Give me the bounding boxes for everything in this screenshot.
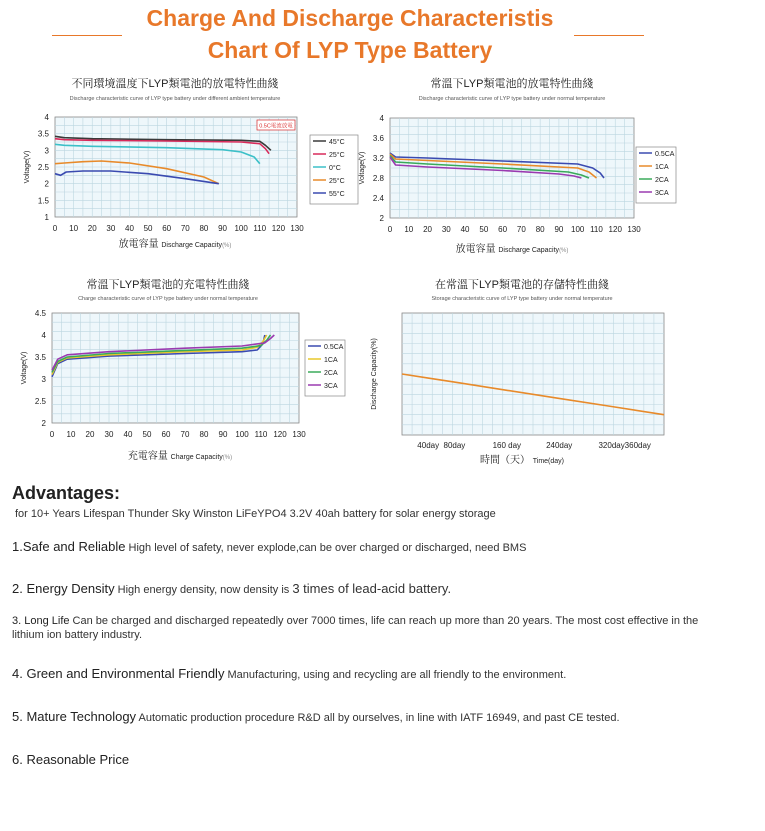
advantage-item — [12, 753, 712, 768]
x-tick-label: 360day — [624, 441, 651, 450]
x-tick-label: 90 — [218, 224, 227, 233]
x-tick-label: 40 — [460, 225, 470, 234]
x-tick-label: 50 — [142, 430, 152, 439]
title-rule-right — [574, 35, 644, 36]
legend-label: 55°C — [329, 191, 345, 198]
x-tick-label: 130 — [290, 224, 304, 233]
y-tick-label: 2.5 — [34, 397, 46, 406]
y-axis-label: Voltage(V) — [24, 150, 31, 184]
advantages-subtitle: for 10+ Years Lifespan Thunder Sky Winston LiFeYPO4 3.2V 40ah battery for solar energy storage — [15, 508, 496, 520]
x-tick-label: 20 — [423, 225, 432, 234]
y-tick-label: 3.5 — [37, 129, 49, 139]
advantage-item — [12, 710, 712, 725]
x-tick-label: 80day — [443, 441, 466, 450]
chart-subtitle: Discharge characteristic curve of LYP type battery under different ambient temperature — [69, 96, 281, 102]
advantage-key: 1.Safe and Reliable — [12, 539, 126, 554]
annotation-label: 0.5C電流放電 — [259, 123, 293, 130]
x-tick-label: 70 — [180, 430, 190, 439]
legend-label: 25°C — [329, 152, 345, 159]
x-tick-label: 110 — [253, 224, 267, 233]
x-tick-label: 110 — [254, 430, 268, 439]
x-tick-label: 30 — [106, 224, 116, 233]
y-tick-label: 2 — [379, 214, 384, 223]
legend-label: 1CA — [324, 357, 338, 364]
x-axis-label-cn: 時間（天） — [479, 455, 533, 466]
advantage-text: High level of safety, never explode,can be over charged or discharged, need BMS — [125, 542, 527, 554]
chart-title: 常溫下LYP類電池的充電特性曲綫 — [86, 279, 250, 291]
x-axis-label-cn: 充電容量 — [127, 451, 171, 462]
x-tick-label: 130 — [292, 430, 306, 439]
y-axis-label: Voltage(V) — [21, 351, 28, 385]
charts-svg — [0, 70, 700, 475]
y-tick-label: 3 — [41, 375, 46, 384]
y-tick-label: 4.5 — [34, 309, 46, 318]
x-tick-label: 130 — [627, 225, 641, 234]
legend-label: 0.5CA — [324, 344, 344, 351]
x-tick-label: 70 — [516, 225, 526, 234]
x-axis-label — [456, 242, 569, 255]
advantage-key: 3. Long Life — [12, 615, 70, 627]
advantage-text: High energy density, now density is — [114, 584, 293, 596]
advantage-text: Can be charged and discharged repeatedly over 7000 times, life can reach up more than 20 years. The most cost effective in the lithium ion battery industry. — [12, 615, 699, 641]
x-tick-label: 90 — [218, 430, 228, 439]
x-tick-label: 30 — [441, 225, 451, 234]
legend-label: 25°C — [329, 178, 345, 185]
x-tick-label: 60 — [162, 224, 172, 233]
title-rule-left — [52, 35, 122, 36]
advantage-text: Manufacturing, using and recycling are all friendly to the environment. — [224, 669, 567, 681]
x-tick-label: 20 — [87, 224, 97, 233]
advantage-item — [12, 540, 712, 555]
x-tick-label: 80 — [199, 224, 209, 233]
y-axis-label: Discharge Capacity(%) — [371, 338, 378, 410]
x-tick-label: 0 — [49, 430, 55, 439]
chart-subtitle: Discharge characteristic curve of LYP type battery under normal temperature — [418, 96, 606, 102]
x-tick-label: 0 — [52, 224, 58, 233]
x-axis-label — [480, 453, 564, 466]
advantages-heading: Advantages: — [12, 483, 121, 503]
y-tick-label: 4 — [379, 114, 384, 123]
x-tick-label: 100 — [571, 225, 585, 234]
x-axis-unit: (%) — [222, 455, 233, 461]
x-tick-label: 40day — [417, 441, 440, 450]
x-tick-label: 60 — [498, 225, 508, 234]
y-axis-label: Voltage(V) — [359, 151, 366, 185]
page-title-line1: Charge And Discharge Characteristis — [146, 5, 554, 31]
x-axis-unit: (%) — [559, 248, 569, 254]
x-tick-label: 110 — [590, 225, 603, 234]
x-tick-label: 0 — [387, 225, 393, 234]
x-tick-label: 120 — [608, 225, 622, 234]
y-tick-label: 4 — [44, 113, 49, 122]
chart-subtitle: Storage characteristic curve of LYP type battery under normal temperature — [431, 296, 613, 302]
x-tick-label: 320day — [598, 441, 625, 450]
x-axis-label-en: Charge Capacity — [170, 454, 223, 461]
x-tick-label: 120 — [271, 224, 286, 233]
legend-label: 2CA — [324, 370, 338, 377]
advantage-key: 5. Mature Technology — [12, 709, 137, 724]
x-axis-label-cn: 放電容量 — [118, 239, 162, 250]
x-axis-label-en: Discharge Capacity — [161, 242, 223, 249]
advantage-key: 6. Reasonable Price — [12, 752, 130, 767]
y-tick-label: 2.4 — [372, 194, 384, 203]
advantage-key: 4. Green and Environmental Friendly — [12, 666, 225, 681]
advantage-item — [12, 614, 712, 642]
advantage-emphasis: 3 times of lead-acid battery. — [292, 581, 452, 596]
legend-label: 3CA — [324, 383, 338, 390]
x-tick-label: 80 — [535, 225, 545, 234]
x-tick-label: 240day — [546, 441, 573, 450]
legend-label: 0.5CA — [655, 151, 675, 158]
legend-label: 45°C — [329, 139, 345, 146]
y-tick-label: 1 — [44, 213, 49, 222]
x-tick-label: 60 — [161, 430, 171, 439]
legend-label: 3CA — [655, 190, 669, 197]
advantage-key: 2. Energy Density — [12, 581, 115, 596]
advantage-item — [12, 667, 712, 682]
y-tick-label: 2 — [44, 179, 49, 189]
x-tick-label: 50 — [479, 225, 489, 234]
y-tick-label: 3.5 — [34, 353, 46, 362]
y-tick-label: 2 — [41, 419, 46, 428]
x-axis-label-en: Time(day) — [532, 458, 565, 465]
y-tick-label: 1.5 — [37, 196, 49, 206]
x-tick-label: 100 — [235, 430, 249, 439]
advantage-item — [12, 582, 712, 597]
y-tick-label: 3.6 — [372, 134, 384, 143]
x-tick-label: 50 — [143, 224, 153, 233]
chart-title: 不同環境溫度下LYP類電池的放電特性曲綫 — [71, 78, 279, 90]
legend-label: 0°C — [329, 165, 341, 172]
x-tick-label: 20 — [85, 430, 95, 439]
x-tick-label: 160 day — [492, 441, 522, 450]
advantage-text: Automatic production procedure R&D all by ourselves, in line with IATF 16949, and past CE tested. — [136, 712, 620, 724]
legend-label: 1CA — [655, 164, 669, 171]
y-tick-label: 2.5 — [37, 163, 49, 172]
x-tick-label: 10 — [404, 225, 414, 234]
charts-area — [0, 70, 700, 475]
page-title-line2: Chart Of LYP Type Battery — [207, 37, 493, 63]
x-tick-label: 10 — [66, 430, 76, 439]
x-axis-label-cn: 放電容量 — [455, 244, 499, 255]
y-tick-label: 3.2 — [372, 154, 384, 163]
x-axis-label-en: Discharge Capacity — [498, 247, 560, 254]
x-tick-label: 40 — [125, 224, 134, 233]
x-tick-label: 10 — [69, 224, 79, 233]
legend-label: 2CA — [655, 177, 669, 184]
chart-title: 常溫下LYP類電池的放電特性曲綫 — [430, 78, 594, 90]
chart-title: 在常溫下LYP類電池的存儲特性曲綫 — [435, 279, 609, 291]
x-tick-label: 30 — [104, 430, 114, 439]
x-tick-label: 120 — [273, 430, 287, 439]
chart-subtitle: Charge characteristic curve of LYP type battery under normal temperature — [78, 296, 258, 302]
x-tick-label: 100 — [234, 224, 248, 233]
x-axis-label — [128, 449, 232, 462]
x-tick-label: 40 — [123, 430, 133, 439]
x-tick-label: 70 — [180, 224, 190, 233]
y-tick-label: 2.8 — [372, 174, 384, 183]
x-tick-label: 80 — [199, 430, 209, 439]
x-axis-unit: (%) — [222, 243, 232, 249]
x-tick-label: 90 — [554, 225, 564, 234]
y-tick-label: 4 — [41, 331, 46, 340]
x-axis-label — [119, 237, 232, 250]
y-tick-label: 3 — [44, 146, 49, 156]
